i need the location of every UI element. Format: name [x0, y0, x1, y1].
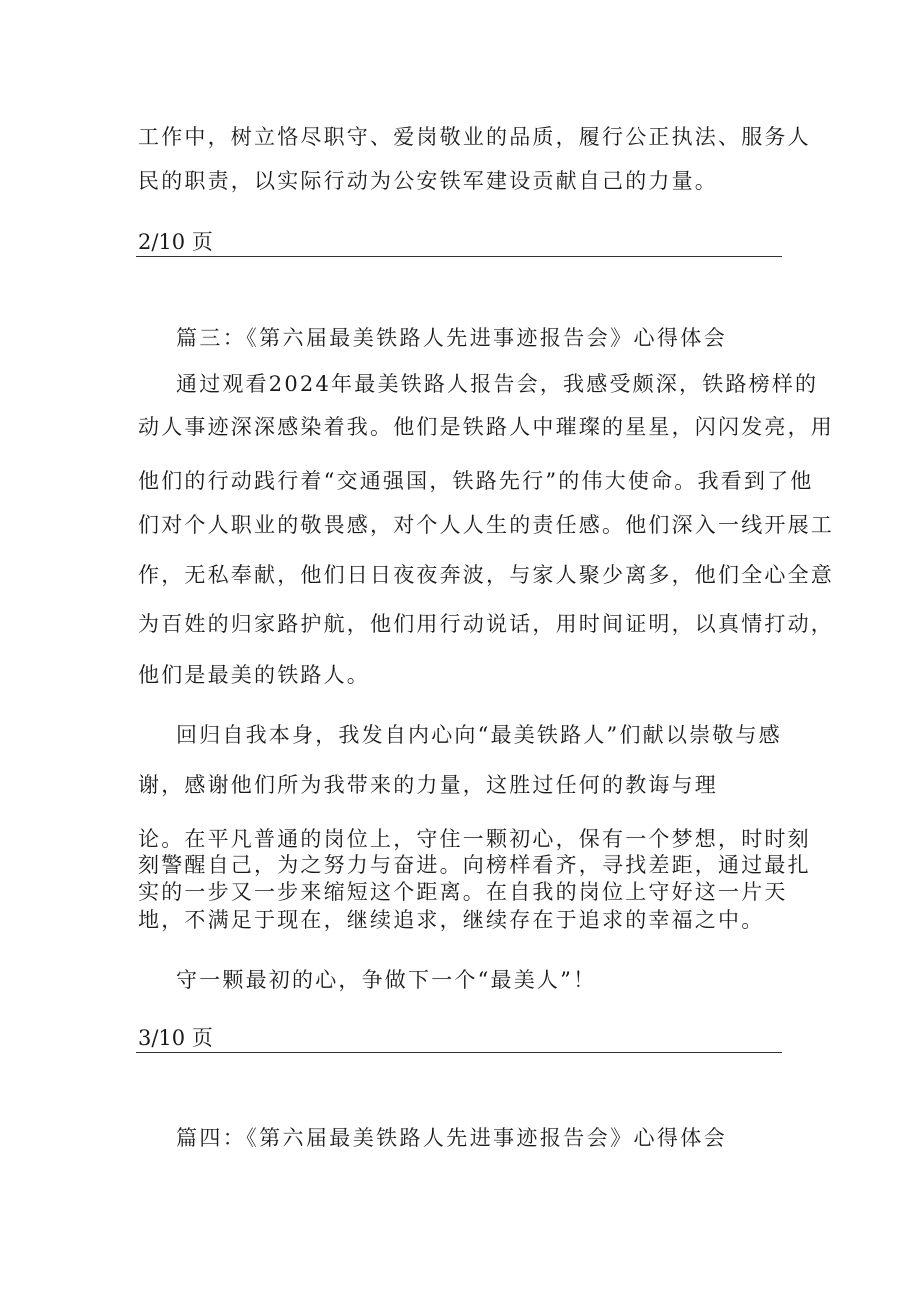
body-text-line: 动人事迹深深感染着我。他们是铁路人中璀璨的星星，闪闪发亮，用: [138, 415, 834, 439]
body-text-line: 论。在平凡普通的岗位上，守住一颗初心，保有一个梦想，时时刻: [138, 827, 811, 851]
body-text-line: 实的一步又一步来缩短这个距离。在自我的岗位上守好这一片天: [138, 880, 788, 904]
section-heading: 篇四：《第六届最美铁路人先进事迹报告会》心得体会: [176, 1126, 728, 1150]
body-text-line: 他们是最美的铁路人。: [138, 663, 370, 687]
page-number: 2/10 页: [138, 230, 213, 254]
body-text-line: 作，无私奉献，他们日日夜夜奔波，与家人聚少离多，他们全心全意: [138, 563, 834, 587]
page-divider: [136, 1052, 782, 1053]
body-text-line: 通过观看2024年最美铁路人报告会，我感受颇深，铁路榜样的: [176, 372, 819, 396]
body-text-line: 回归自我本身，我发自内心向“最美铁路人”们献以崇敬与感: [176, 723, 782, 747]
body-text-line: 民的职责，以实际行动为公安铁军建设贡献自己的力量。: [138, 169, 718, 193]
page-divider: [136, 256, 782, 257]
closing-line: 守一颗最初的心，争做下一个“最美人”！: [176, 968, 597, 992]
page-number: 3/10 页: [138, 1026, 213, 1050]
section-heading: 篇三：《第六届最美铁路人先进事迹报告会》心得体会: [176, 326, 728, 350]
body-text-line: 为百姓的归家路护航，他们用行动说话，用时间证明，以真情打动，: [138, 612, 834, 636]
body-text-line: 谢，感谢他们所为我带来的力量，这胜过任何的教诲与理: [138, 773, 718, 797]
body-text-line: 地，不满足于现在，继续追求，继续存在于追求的幸福之中。: [138, 908, 765, 932]
body-text-line: 他们的行动践行着“交通强国，铁路先行”的伟大使命。我看到了他: [138, 469, 814, 493]
body-text-line: 刻警醒自己，为之努力与奋进。向榜样看齐，寻找差距，通过最扎: [138, 853, 811, 877]
body-text-line: 们对个人职业的敬畏感，对个人人生的责任感。他们深入一线开展工: [138, 513, 834, 537]
body-text-line: 工作中，树立恪尽职守、爱岗敬业的品质，履行公正执法、服务人: [138, 125, 811, 149]
